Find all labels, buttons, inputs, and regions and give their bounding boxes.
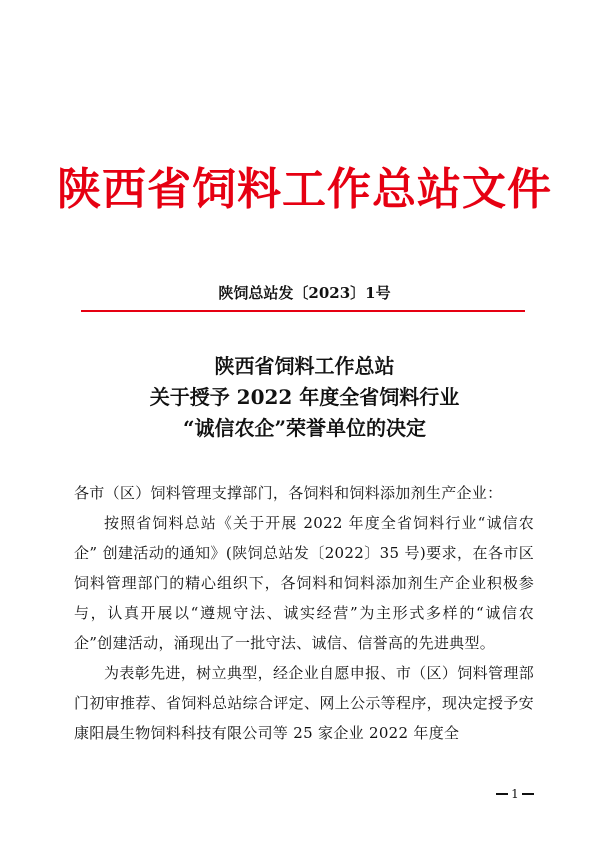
document-header-title: 陕西省饲料工作总站文件 <box>57 164 552 215</box>
page-number <box>494 786 536 802</box>
page-number-right-dash <box>522 793 534 795</box>
header-divider-line <box>81 310 525 312</box>
page-number-value: 1 <box>511 787 519 801</box>
salutation: 各市（区）饲料管理支撑部门，各饲料和饲料添加剂生产企业： <box>74 484 503 502</box>
title-line-2: 关于授予 2022 年度全省饲料行业 <box>149 385 460 409</box>
decision-title <box>0 351 609 444</box>
page-number-left-dash <box>496 793 508 795</box>
body-paragraph-1: 按照省饲料总站《关于开展 2022 年度全省饲料行业“诚信农企” 创建活动的通知》(陕饲总站发〔2022〕35 号)要求，在各市区饲料管理部门的精心组织下，各饲料和饲料添加剂生产企业积极参与，认真开展以“遵规守法、诚实经营”为主形式多样的“诚信农企”创建活动，涌现出了一批守法、诚信、信誉高的先进典型。 <box>74 514 534 652</box>
title-line-1: 陕西省饲料工作总站 <box>214 354 395 378</box>
title-line-3: “诚信农企”荣誉单位的决定 <box>182 416 426 440</box>
document-body <box>74 478 534 748</box>
document-number: 陕饲总站发〔2023〕1号 <box>218 284 391 302</box>
body-paragraph-2: 为表彰先进，树立典型，经企业自愿申报、市（区）饲料管理部门初审推荐、省饲料总站综合评定、网上公示等程序，现决定授予安康阳晨生物饲料科技有限公司等 25 家企业 2022 年度全 <box>74 664 534 742</box>
